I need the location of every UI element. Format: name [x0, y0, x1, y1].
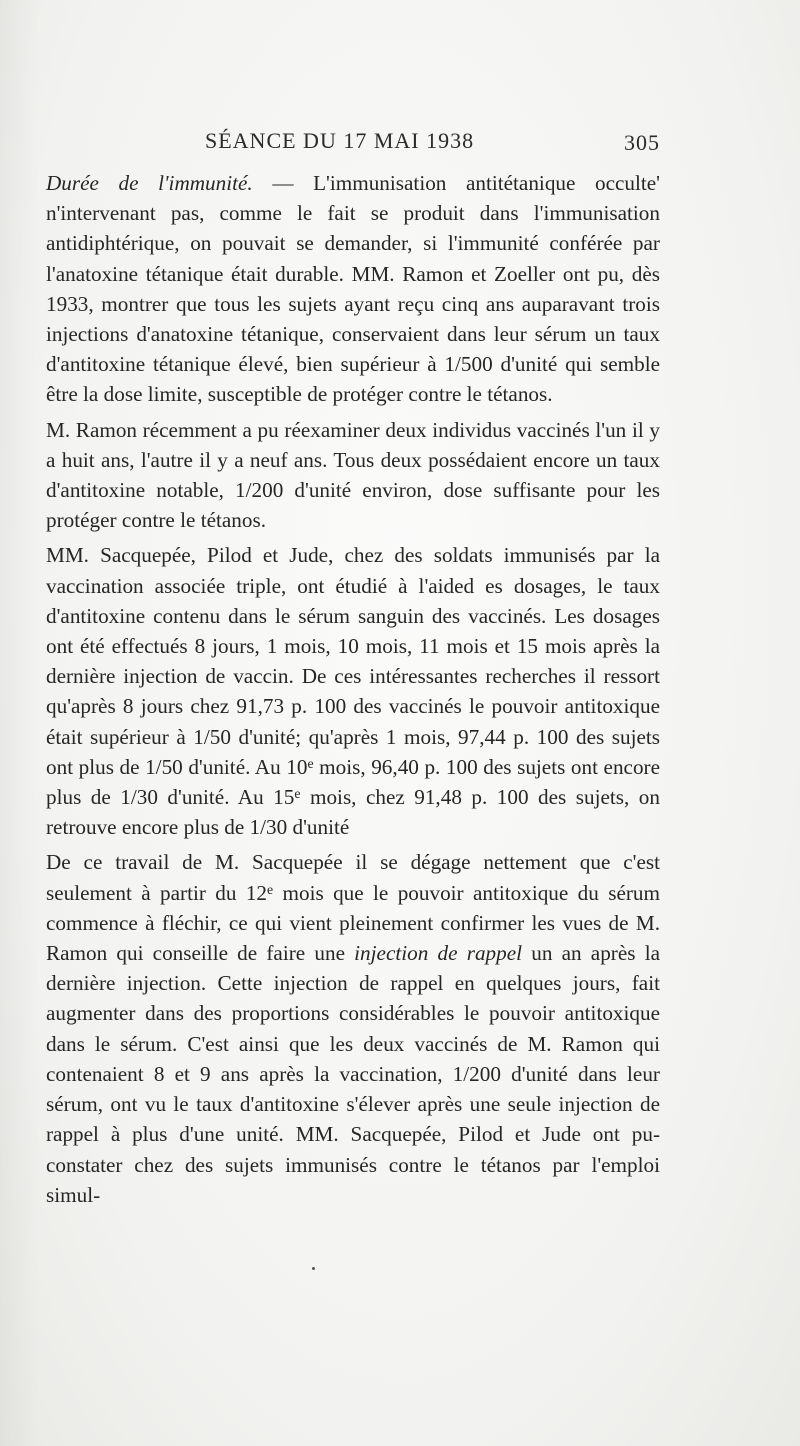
header-title: SÉANCE DU 17 MAI 1938 [205, 128, 475, 153]
paragraph-immunity-duration [46, 168, 660, 410]
paragraph-conclusion [46, 847, 660, 1209]
paragraph-text: MM. Sacquepée, Pilod et Jude, chez des soldats immunisés par la vaccination associée triple, ont étudié à l'aided es dosages, le taux d'antitoxine contenu dans le sérum sanguin des vaccinés. Les dosages ont été effectués 8 jours, 1 mois, 10 mois, 11 mois et 15 mois après la dernière injection de vaccin. De ces intéressantes recherches il ressort qu'après 8 jours chez 91,73 p. 100 des vaccinés le pouvoir antitoxique était supérieur à 1/50 d'unité; qu'après 1 mois, 97,44 p. 100 des sujets ont plus de 1/50 d'unité. Au 10 [46, 543, 660, 779]
italic-phrase: injection de rappel [354, 941, 523, 966]
paragraph-sacquepee-study [46, 540, 660, 842]
section-heading-italic: Durée de l'immunité. [46, 171, 253, 195]
body-text [46, 168, 660, 1210]
superscript: e [307, 755, 314, 771]
superscript: e [267, 881, 274, 897]
paragraph-text: De ce travail de M. Sacquepée il se dégage nettement que c'est seulement à partir du 12 [46, 850, 660, 905]
paragraph-ramon [46, 415, 660, 536]
paragraph-text: mois que le pouvoir antitoxique du sérum commence à fléchir, ce qui vient pleinement confirmer les vues de M. Ramon qui conseille de faire une [46, 880, 661, 966]
page-number: 305 [624, 130, 660, 155]
ink-speck [312, 1267, 315, 1270]
page-fold-shadow [0, 0, 40, 1446]
paragraph-text: mois, chez 91,48 p. 100 des sujets, on retrouve encore plus de 1/30 d'unité [46, 785, 660, 840]
running-header [205, 124, 660, 160]
paragraph-text: un an après la dernière injection. Cette injection de rappel en quelques jours, fait augmenter dans des proportions considérables le pouvoir antitoxique dans le sérum. C'est ainsi que les deux vaccinés de M. Ramon qui contenaient 8 et 9 ans après la vaccination, 1/200 d'unité dans leur sérum, ont vu le taux d'antitoxine s'élever après une seule injection de rappel à plus d'une unité. MM. Sacquepée, Pilod et Jude ont pu- constater chez des sujets immunisés contre le tétanos par l'emploi simul- [46, 941, 661, 1207]
paragraph-text: M. Ramon récemment a pu réexaminer deux individus vaccinés l'un il y a huit ans, l'autre il y a neuf ans. Tous deux possédaient encore un taux d'antitoxine notable, 1/200 d'unité environ, dose suffisante pour les protéger contre le tétanos. [46, 417, 660, 533]
paragraph-text: mois, 96,40 p. 100 des sujets ont encore plus de 1/30 d'unité. Au 15 [46, 754, 660, 810]
paragraph-text: — L'immunisation antitétanique occulte' n'intervenant pas, comme le fait se produit dans l'immunisation antidiphtérique, on pouvait se demander, si l'immunité conférée par l'anatoxine tétanique était durable. MM. Ramon et Zoeller ont pu, dès 1933, montrer que tous les sujets ayant reçu cinq ans auparavant trois injections d'anatoxine tétanique, conservaient dans leur sérum un taux d'antitoxine tétanique élevé, bien supérieur à 1/500 d'unité qui semble être la dose limite, susceptible de protéger contre le tétanos. [46, 171, 660, 407]
superscript: e [294, 785, 301, 801]
